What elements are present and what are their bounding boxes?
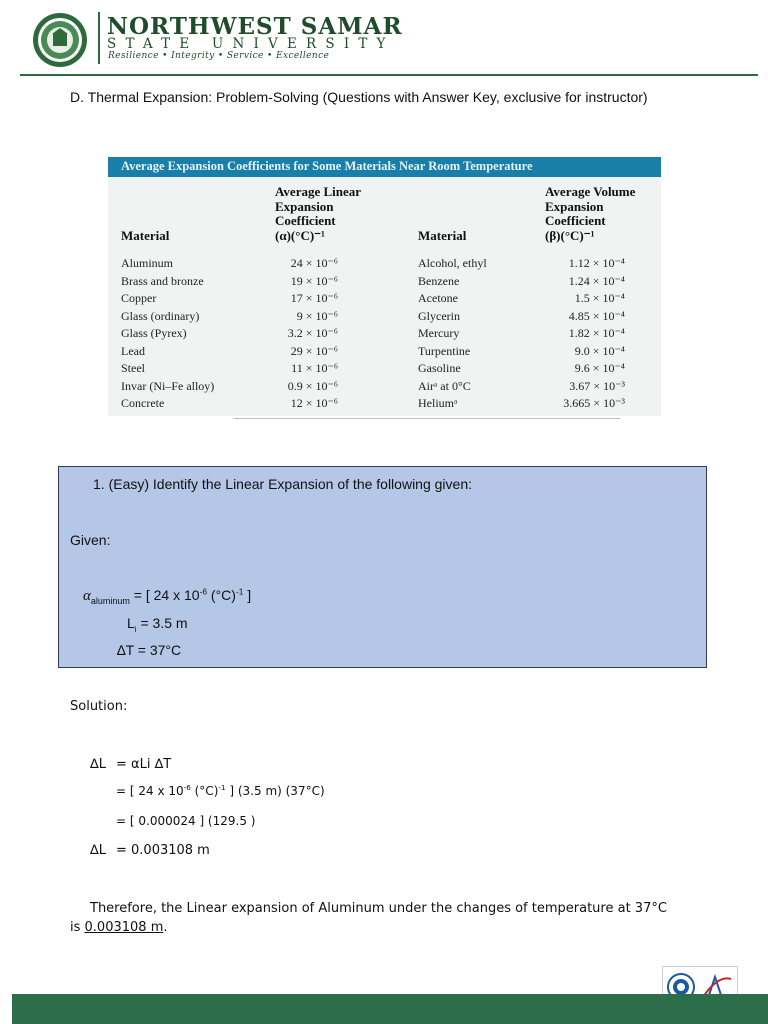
col-header-material: Material (121, 228, 170, 243)
given-initial-length: $L_i = 3.5$ m (127, 615, 188, 634)
table-row (108, 273, 661, 291)
cell-volume-coefficient: 9.6 × 10⁻⁴ (574, 361, 625, 375)
footer-band (12, 994, 768, 1024)
table-row (108, 325, 661, 343)
cell-material-2: Heliumᵃ (418, 396, 458, 410)
cell-linear-coefficient: 29 × 10⁻⁶ (290, 343, 338, 358)
solution-line-4-rhs: = 0.003108 m (116, 843, 210, 858)
cell-linear-coefficient: 11 × 10⁻⁶ (291, 361, 338, 375)
table-row (108, 290, 661, 308)
cell-material: Lead (121, 343, 145, 358)
cell-material: Aluminum (121, 256, 174, 270)
cell-linear-coefficient: 3.2 × 10⁻⁶ (287, 326, 338, 340)
university-seal-logo (32, 12, 88, 68)
solution-line-4-lhs: ∆L (90, 843, 106, 858)
cell-linear-coefficient: 12 × 10⁻⁶ (290, 396, 338, 410)
cell-material-2: Benzene (418, 273, 460, 288)
problem-question: 1. (Easy) Identify the Linear Expansion of the following given: (93, 476, 472, 492)
given-alpha: $\alpha_{aluminum}$ = [ 24 x $10^{-6}$ $(^\circ C)^{-1}$ ] (83, 586, 252, 606)
table-title-bar (108, 157, 661, 177)
table-row (108, 308, 661, 326)
cell-volume-coefficient: 1.12 × 10⁻⁴ (568, 256, 625, 270)
cell-material-2: Alcohol, ethyl (418, 256, 487, 270)
header-divider (98, 12, 100, 64)
cell-linear-coefficient: 17 × 10⁻⁶ (290, 291, 338, 305)
table-row (108, 378, 661, 396)
section-title: D. Thermal Expansion: Problem-Solving (Questions with Answer Key, exclusive for instructor) (70, 89, 648, 105)
table-row (108, 343, 661, 361)
cell-linear-coefficient: 19 × 10⁻⁶ (290, 273, 338, 288)
cell-material-2: Turpentine (418, 343, 471, 358)
cell-linear-coefficient: 24 × 10⁻⁶ (290, 256, 338, 270)
cell-material: Glass (ordinary) (121, 308, 200, 323)
cell-material: Steel (121, 361, 145, 375)
cell-material: Copper (121, 291, 157, 305)
cell-material-2: Acetone (418, 291, 458, 305)
col-header-material-2: Material (418, 228, 467, 243)
solution-line-1-lhs: ∆L (90, 757, 106, 772)
cell-material-2: Airᵃ at 0°C (418, 378, 471, 393)
cell-linear-coefficient: 0.9 × 10⁻⁶ (287, 378, 338, 393)
table-rows (108, 255, 661, 413)
table-bottom-rule (234, 418, 620, 419)
cell-material-2: Gasoline (418, 361, 461, 375)
table-row (108, 255, 661, 273)
solution-label: Solution: (70, 699, 128, 714)
cell-material: Concrete (121, 396, 165, 410)
problem-box (58, 466, 707, 668)
cell-volume-coefficient: 1.82 × 10⁻⁴ (568, 326, 625, 340)
col-header-linear: Average Linear Expansion Coefficient (α)(°C)⁻¹ (275, 184, 362, 243)
table-row (108, 395, 661, 413)
cell-volume-coefficient: 9.0 × 10⁻⁴ (574, 343, 625, 358)
header-rule (20, 74, 758, 76)
cell-material-2: Glycerin (418, 308, 460, 323)
cell-volume-coefficient: 1.24 × 10⁻⁴ (568, 273, 625, 288)
col-header-volume: Average Volume Expansion Coefficient (β)(°C)⁻¹ (545, 184, 636, 243)
cell-material: Invar (Ni–Fe alloy) (121, 378, 215, 393)
cell-material-2: Mercury (418, 326, 460, 340)
solution-line-1-rhs: = αLi ∆T (116, 757, 172, 772)
given-temperature-change: ∆T = 37°C (117, 642, 182, 658)
cell-volume-coefficient: 3.67 × 10⁻³ (569, 378, 625, 393)
solution-line-3: = [ 0.000024 ] (129.5 ) (116, 814, 256, 828)
cell-volume-coefficient: 3.665 × 10⁻³ (563, 396, 625, 410)
given-label: Given: (70, 532, 111, 548)
table-body (108, 255, 661, 413)
conclusion-line-1: Therefore, the Linear expansion of Aluminum under the changes of temperature at 37°C (90, 901, 667, 916)
table-title: Average Expansion Coefficients for Some Materials Near Room Temperature (121, 159, 533, 173)
cell-volume-coefficient: 1.5 × 10⁻⁴ (574, 291, 625, 305)
cell-linear-coefficient: 9 × 10⁻⁶ (296, 308, 338, 323)
university-subtitle: STATE UNIVERSITY (107, 36, 395, 52)
cell-volume-coefficient: 4.85 × 10⁻⁴ (568, 308, 625, 323)
university-motto: Resilience • Integrity • Service • Excellence (108, 51, 330, 61)
expansion-coefficient-table (108, 157, 661, 416)
conclusion-line-2: is 0.003108 m. (70, 920, 168, 935)
cell-material: Glass (Pyrex) (121, 326, 187, 340)
cell-material: Brass and bronze (121, 273, 204, 288)
answer-value: 0.003108 m (84, 920, 164, 935)
table-row (108, 360, 661, 378)
solution-line-2: = [ 24 x $10^{-6}$ $(^\circ C)^{-1}$ ] (3.5 m) (37°C) (116, 783, 325, 798)
university-name: NORTHWEST SAMAR (107, 13, 403, 40)
